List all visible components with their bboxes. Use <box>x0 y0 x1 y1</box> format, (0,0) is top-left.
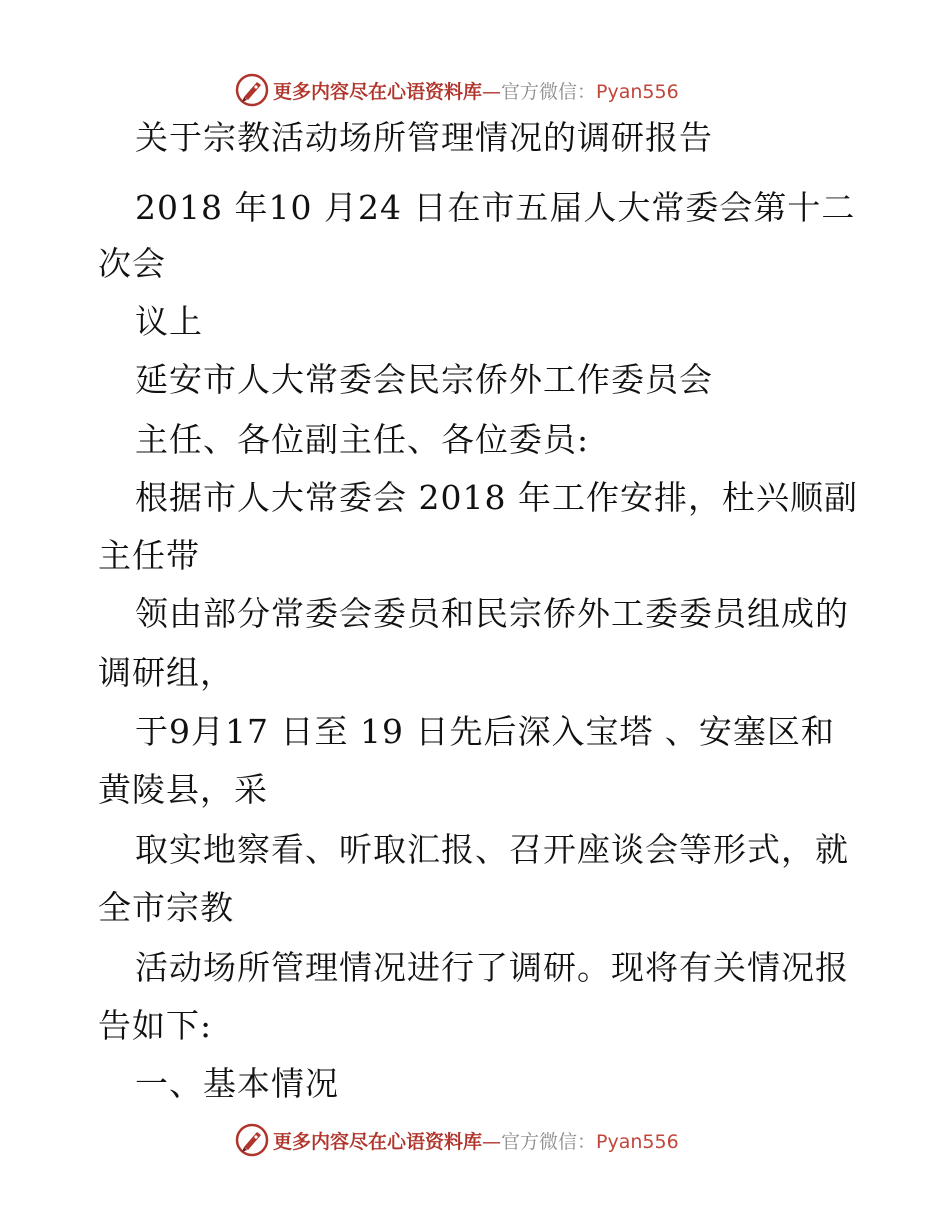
watermark-text <box>273 1127 679 1154</box>
document-line: 全市宗教 <box>98 888 234 927</box>
watermark-header <box>235 70 679 110</box>
document-line: 告如下: <box>98 1006 213 1045</box>
watermark-footer <box>235 1120 679 1160</box>
document-line: 于9月17 日至 19 日先后深入宝塔 、安塞区和 <box>135 712 835 751</box>
watermark-wechat-id: Pyan556 <box>596 80 679 103</box>
pen-logo-icon <box>235 1123 269 1157</box>
document-title: 关于宗教活动场所管理情况的调研报告 <box>135 118 713 157</box>
document-line: 黄陵县，采 <box>98 770 268 809</box>
document-line: 取实地察看、听取汇报、召开座谈会等形式，就 <box>135 830 849 869</box>
watermark-dash: — <box>482 80 502 103</box>
document-line: 活动场所管理情况进行了调研。现将有关情况报 <box>135 948 849 987</box>
document-line: 领由部分常委会委员和民宗侨外工委委员组成的 <box>135 594 849 633</box>
watermark-wechat-id: Pyan556 <box>596 1130 679 1153</box>
watermark-wechat-label: 官方微信： <box>501 1130 597 1153</box>
document-line: 调研组， <box>98 653 234 692</box>
watermark-dash: — <box>482 1130 502 1153</box>
section-heading: 一、基本情况 <box>135 1064 339 1103</box>
document-line: 主任带 <box>98 536 200 575</box>
document-line: 2018 年10 月24 日在市五届人大常委会第十二 <box>135 188 856 227</box>
document-line: 根据市人大常委会 2018 年工作安排，杜兴顺副 <box>135 478 858 517</box>
watermark-site-text: 更多内容尽在心语资料库 <box>273 1130 483 1153</box>
document-line: 延安市人大常委会民宗侨外工作委员会 <box>135 360 713 399</box>
document-line: 次会 <box>98 244 166 283</box>
watermark-text <box>273 77 679 104</box>
watermark-site-text: 更多内容尽在心语资料库 <box>273 80 483 103</box>
watermark-wechat-label: 官方微信： <box>501 80 597 103</box>
document-line: 主任、各位副主任、各位委员: <box>135 420 590 459</box>
document-line: 议上 <box>135 302 203 341</box>
pen-logo-icon <box>235 73 269 107</box>
